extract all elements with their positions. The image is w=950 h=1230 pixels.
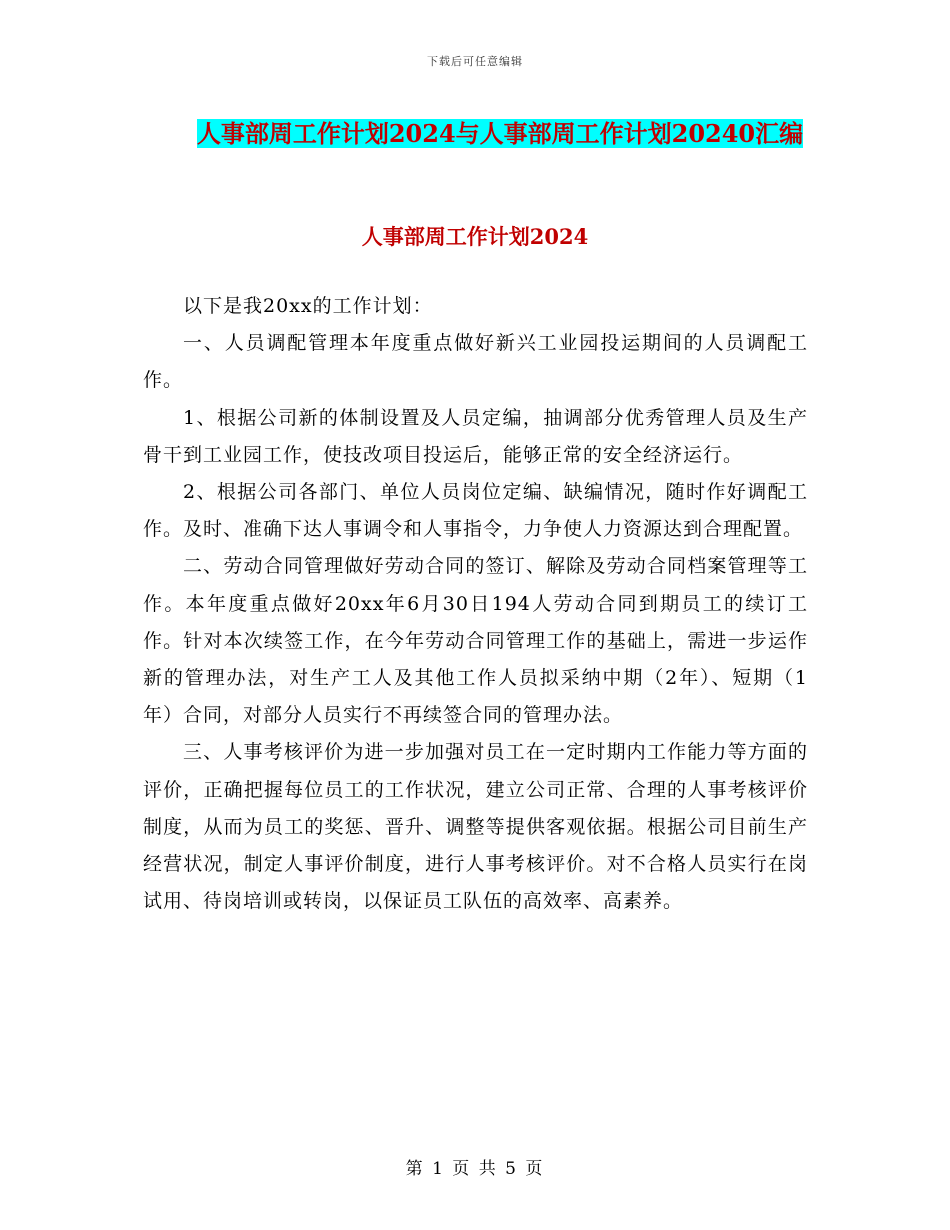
paragraph: 三、人事考核评价为进一步加强对员工在一定时期内工作能力等方面的评价，正确把握每位员工的工作状况，建立公司正常、合理的人事考核评价制度，从而为员工的奖惩、晋升、调整等提供客观依据。根据公司目前生产经营状况，制定人事评价制度，进行人事考核评价。对不合格人员实行在岗试用、待岗培训或转岗，以保证员工队伍的高效率、高素养。: [143, 741, 808, 913]
document-title: [190, 111, 810, 157]
page-footer: 第 1 页 共 5 页: [405, 1159, 545, 1179]
paragraph: 一、人员调配管理本年度重点做好新兴工业园投运期间的人员调配工作。: [143, 332, 808, 392]
header-note: 下载后可任意编辑: [427, 55, 523, 68]
document-title-text: 人事部周工作计划2024与人事部周工作计划20240汇编: [196, 119, 804, 148]
document-body: [143, 288, 808, 920]
paragraph: 以下是我20xx的工作计划：: [183, 295, 433, 317]
paragraph: 2、根据公司各部门、单位人员岗位定编、缺编情况，随时作好调配工作。及时、准确下达人事调令和人事指令，力争使人力资源达到合理配置。: [143, 481, 808, 541]
section-title: 人事部周工作计划2024: [361, 224, 589, 249]
paragraph: 1、根据公司新的体制设置及人员定编，抽调部分优秀管理人员及生产骨干到工业园工作，使技改项目投运后，能够正常的安全经济运行。: [143, 406, 808, 466]
paragraph: 二、劳动合同管理做好劳动合同的签订、解除及劳动合同档案管理等工作。本年度重点做好20xx年6月30日194人劳动合同到期员工的续订工作。针对本次续签工作，在今年劳动合同管理工作的基础上，需进一步运作新的管理办法，对生产工人及其他工作人员拟采纳中期（2年）、短期（1年）合同，对部分人员实行不再续签合同的管理办法。: [143, 555, 808, 727]
